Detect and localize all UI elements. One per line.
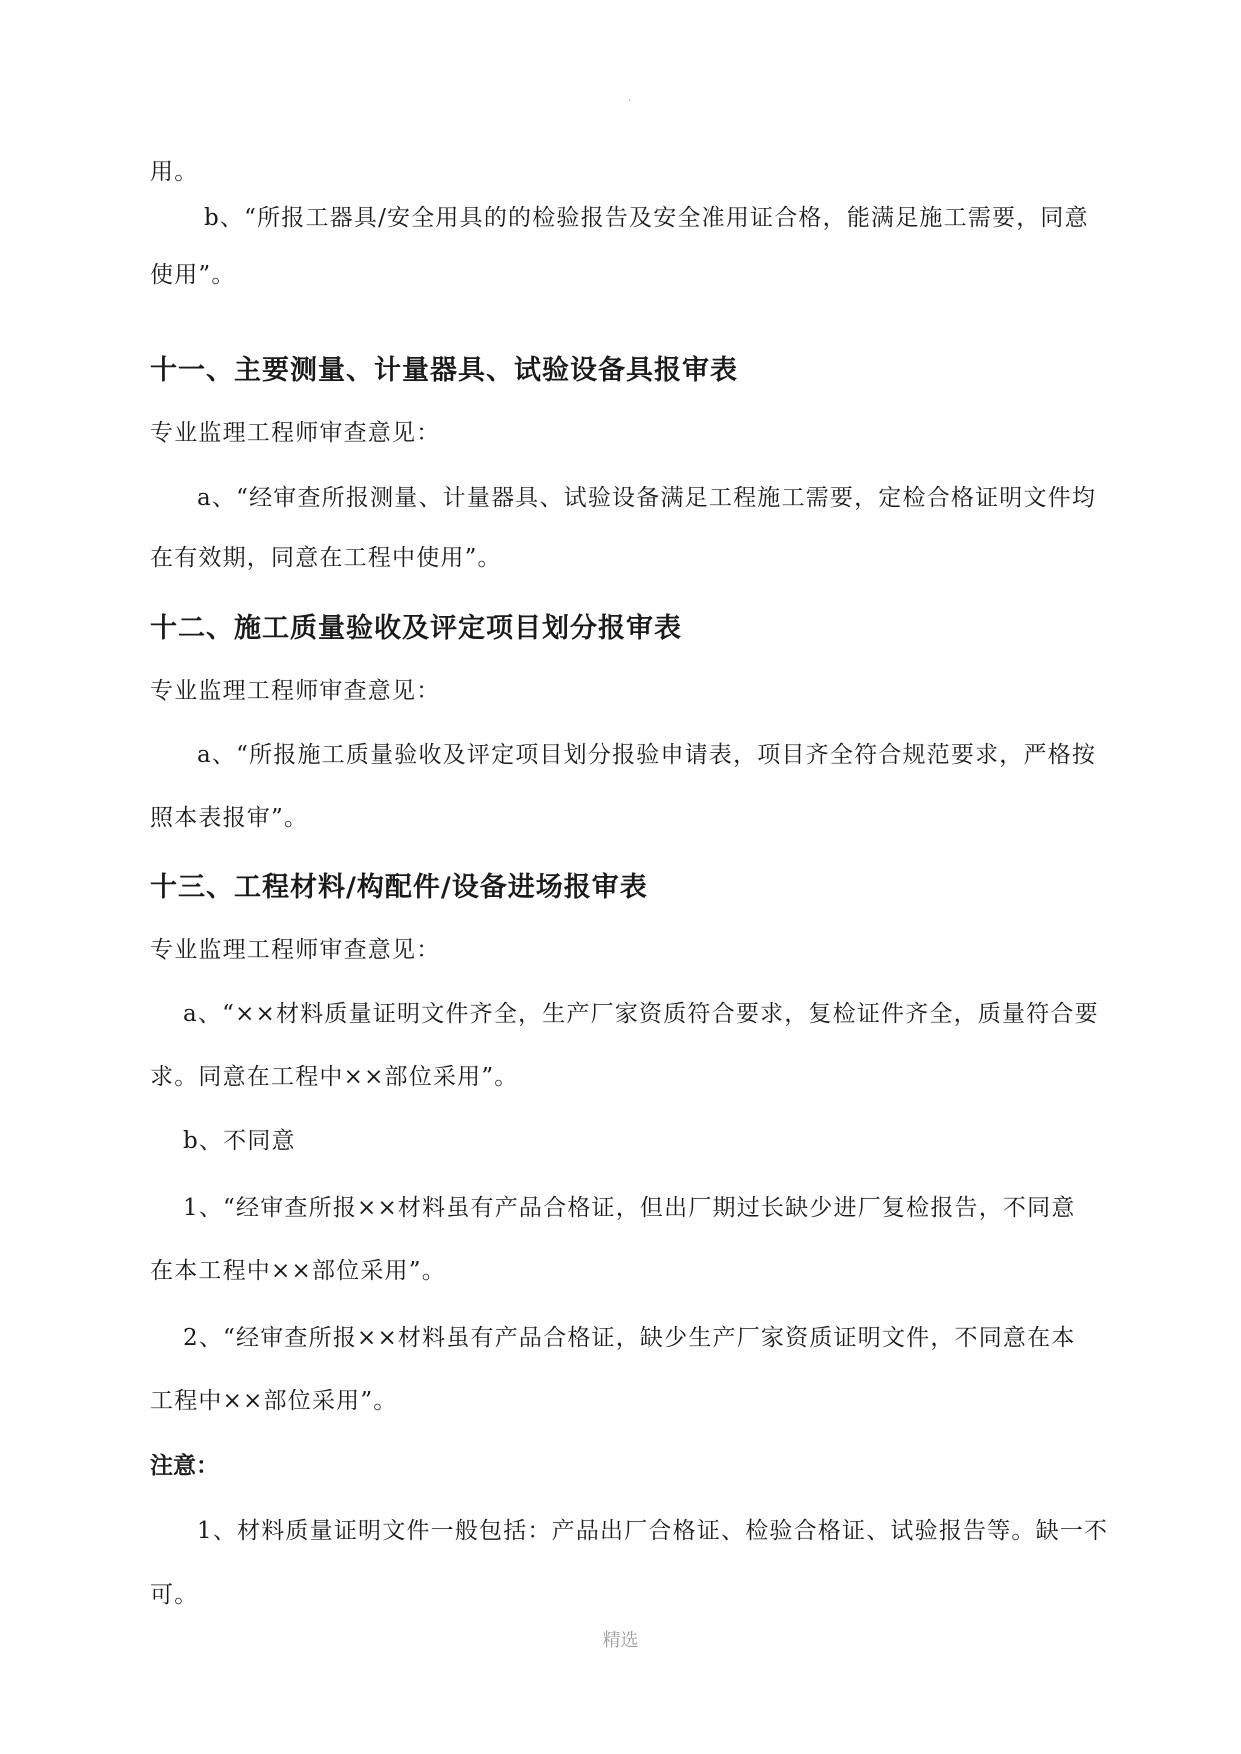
text-line: b、不同意 <box>183 1128 296 1154</box>
text-line: 1、材料质量证明文件一般包括：产品出厂合格证、检验合格证、试验报告等。缺一不 <box>197 1518 1109 1544</box>
opinion-label: 专业监理工程师审查意见： <box>150 937 441 963</box>
text-line: 求。同意在工程中××部位采用”。 <box>150 1064 519 1090</box>
text-line: 在有效期，同意在工程中使用”。 <box>150 545 502 571</box>
text-line: 工程中××部位采用”。 <box>150 1388 398 1414</box>
text-line: a、“所报施工质量验收及评定项目划分报验申请表，项目齐全符合规范要求，严格按 <box>197 742 1097 768</box>
text-line: a、“经审查所报测量、计量器具、试验设备满足工程施工需要，定检合格证明文件均 <box>197 485 1097 511</box>
text-line: 使用”。 <box>150 262 236 288</box>
text-line: 照本表报审”。 <box>150 805 309 831</box>
opinion-label: 专业监理工程师审查意见： <box>150 420 441 446</box>
text-line: b、“所报工器具/安全用具的的检验报告及安全准用证合格，能满足施工需要，同意 <box>204 205 1089 231</box>
text-line: a、“××材料质量证明文件齐全，生产厂家资质符合要求，复检证件齐全，质量符合要 <box>183 1001 1099 1027</box>
text-line: 在本工程中××部位采用”。 <box>150 1258 446 1284</box>
section-heading: 十二、施工质量验收及评定项目划分报审表 <box>150 613 682 644</box>
opinion-label: 专业监理工程师审查意见： <box>150 678 441 704</box>
page-footer: 精选 <box>602 1630 639 1651</box>
text-line: 可。 <box>150 1582 199 1608</box>
text-line: 2、“经审查所报××材料虽有产品合格证，缺少生产厂家资质证明文件，不同意在本 <box>183 1325 1076 1351</box>
note-label: 注意： <box>150 1453 219 1479</box>
text-line: 1、“经审查所报××材料虽有产品合格证，但出厂期过长缺少进厂复检报告，不同意 <box>183 1195 1076 1221</box>
text-line: 用。 <box>150 159 199 185</box>
section-heading: 十三、工程材料/构配件/设备进场报审表 <box>150 872 648 903</box>
section-heading: 十一、主要测量、计量器具、试验设备具报审表 <box>150 355 738 386</box>
top-mark: · <box>628 96 632 107</box>
